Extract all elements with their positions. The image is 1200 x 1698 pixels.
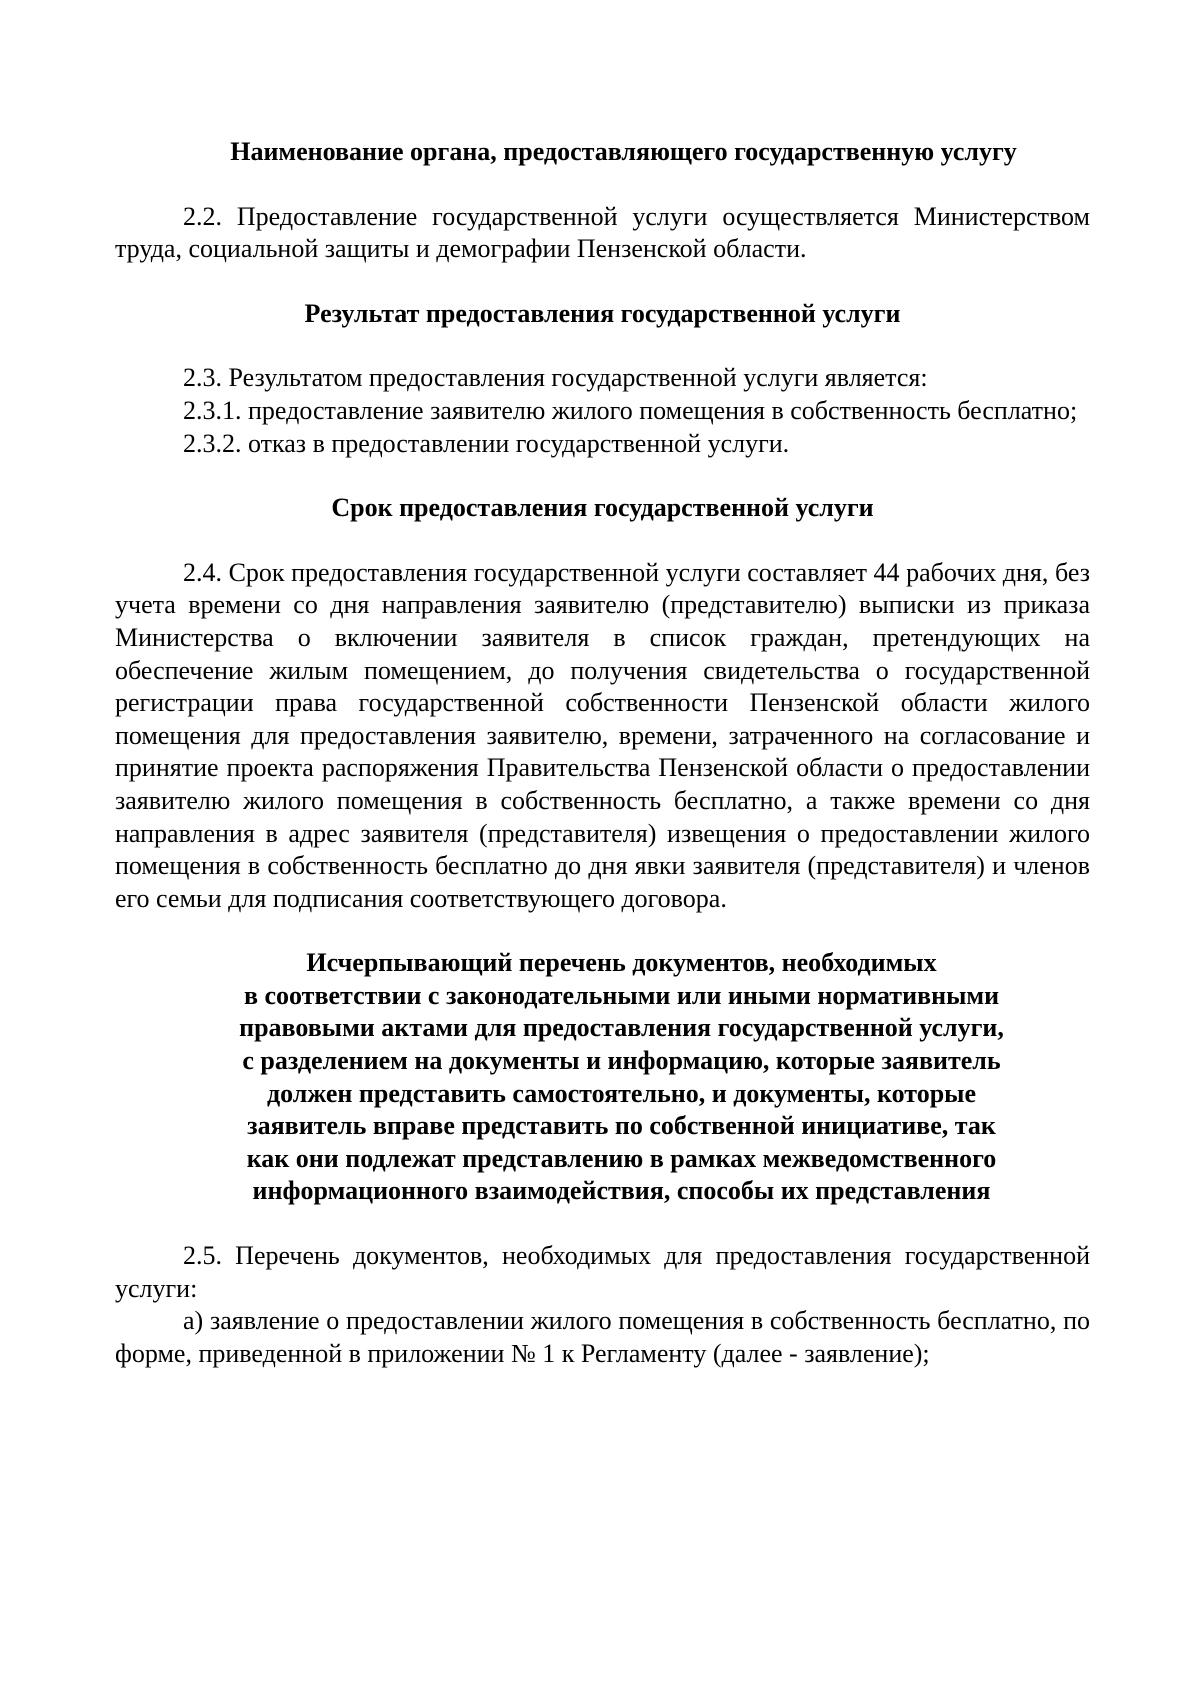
heading-line: правовыми актами для предоставления государственной услуги,	[239, 1013, 1004, 1043]
paragraph-2-3-2: 2.3.2. отказ в предоставлении государственной услуги.	[183, 428, 790, 458]
section-heading-authority: Наименование органа, предоставляющего государственную услугу	[230, 137, 1017, 166]
paragraph-2-4: 2.4. Срок предоставления государственной услуги составляет 44 рабочих дня, без учета времени со дня направления заявителю (представителю) выписки из приказа Министерства о включении заявителя в список граждан, претендующих на обеспечение жилым помещением, до получения свидетельства о государственной регистрации права государственной собственности Пензенской области жилого помещения для предоставления заявителю, времени, затраченного на согласование и принятие проекта распоряжения Правительства Пензенской области о предоставлении заявителю жилого помещения в собственность бесплатно, а также времени со дня направления в адрес заявителя (представителя) извещения о предоставлении жилого помещения в собственность бесплатно до дня явки заявителя (представителя) и членов его семьи для подписания соответствующего договора.	[115, 557, 1090, 913]
paragraph-2-3: 2.3. Результатом предоставления государственной услуги является:	[183, 363, 928, 393]
paragraph-2-3-1: 2.3.1. предоставление заявителю жилого помещения в собственность бесплатно;	[183, 395, 1078, 425]
paragraph-2-5: 2.5. Перечень документов, необходимых для предоставления государственной услуги:	[115, 1241, 1090, 1303]
document-page	[115, 136, 1090, 1370]
section-heading-result: Результат предоставления государственной услуги	[304, 298, 901, 328]
section-heading-term: Срок предоставления государственной услуги	[331, 493, 874, 523]
heading-line: Исчерпывающий перечень документов, необходимых	[306, 948, 937, 978]
section-heading-documents	[115, 947, 1090, 1208]
paragraph-2-5-a: а) заявление о предоставлении жилого помещения в собственность бесплатно, по форме, приведенной в приложении № 1 к Регламенту (далее - заявление);	[115, 1306, 1090, 1368]
heading-line: должен представить самостоятельно, и документы, которые	[266, 1078, 976, 1108]
heading-line: заявитель вправе представить по собственной инициативе, так	[247, 1111, 996, 1141]
heading-line: в соответствии с законодательными или иными нормативными	[243, 980, 1000, 1010]
paragraph-2-2: 2.2. Предоставление государственной услуги осуществляется Министерством труда, социальной защиты и демографии Пензенской области.	[115, 201, 1090, 264]
heading-line: с разделением на документы и информацию, которые заявитель	[242, 1046, 1001, 1076]
heading-line: информационного взаимодействия, способы их представления	[252, 1176, 991, 1206]
heading-line: как они подлежат представлению в рамках межведомственного	[246, 1143, 997, 1173]
